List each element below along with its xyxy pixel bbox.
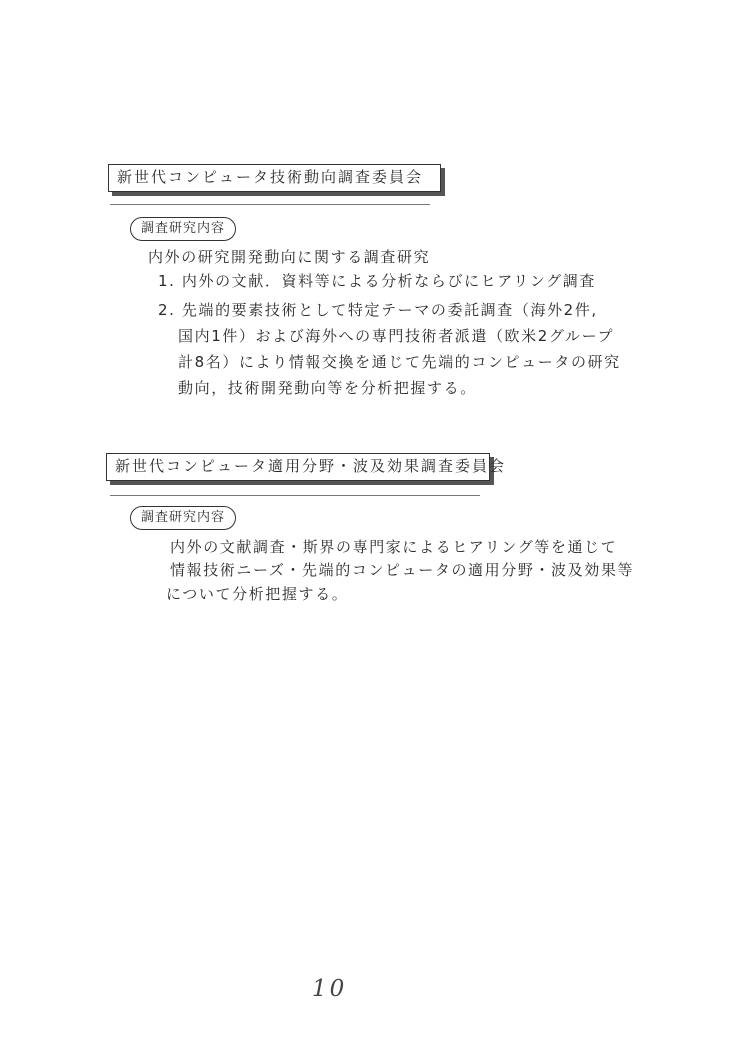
section-1-item-1: 1. 内外の文献．資料等による分析ならびにヒアリング調査: [158, 272, 596, 290]
section-1-item-2-line-2: 国内1件）および海外への専門技術者派遣（欧米2グループ: [178, 327, 615, 345]
title-2-underline: [110, 495, 480, 496]
committee-title-1: 新世代コンピュータ技術動向調査委員会: [108, 164, 441, 192]
section-1-item-2-line-4: 動向，技術開発動向等を分析把握する。: [178, 379, 477, 397]
committee-title-2: 新世代コンピュータ適用分野・波及効果調査委員会: [106, 453, 490, 481]
section-2-line-3: について分析把握する。: [166, 585, 349, 603]
section-1-item-2-line-1: 2. 先端的要素技術として特定テーマの委託調査（海外2件,: [158, 301, 598, 319]
title-1-underline: [110, 204, 430, 205]
section-2-line-1: 内外の文献調査・斯界の専門家によるヒアリング等を通じて: [170, 538, 618, 556]
section-1-item-2-line-3: 計8名）により情報交換を通じて先端的コンピュータの研究: [178, 353, 621, 371]
research-content-tag-1: 調査研究内容: [130, 217, 236, 241]
page-number: 10: [312, 976, 348, 1002]
section-1-intro: 内外の研究開発動向に関する調査研究: [148, 248, 431, 266]
research-content-tag-2: 調査研究内容: [130, 506, 236, 530]
section-2-line-2: 情報技術ニーズ・先端的コンピュータの適用分野・波及効果等: [170, 561, 635, 579]
